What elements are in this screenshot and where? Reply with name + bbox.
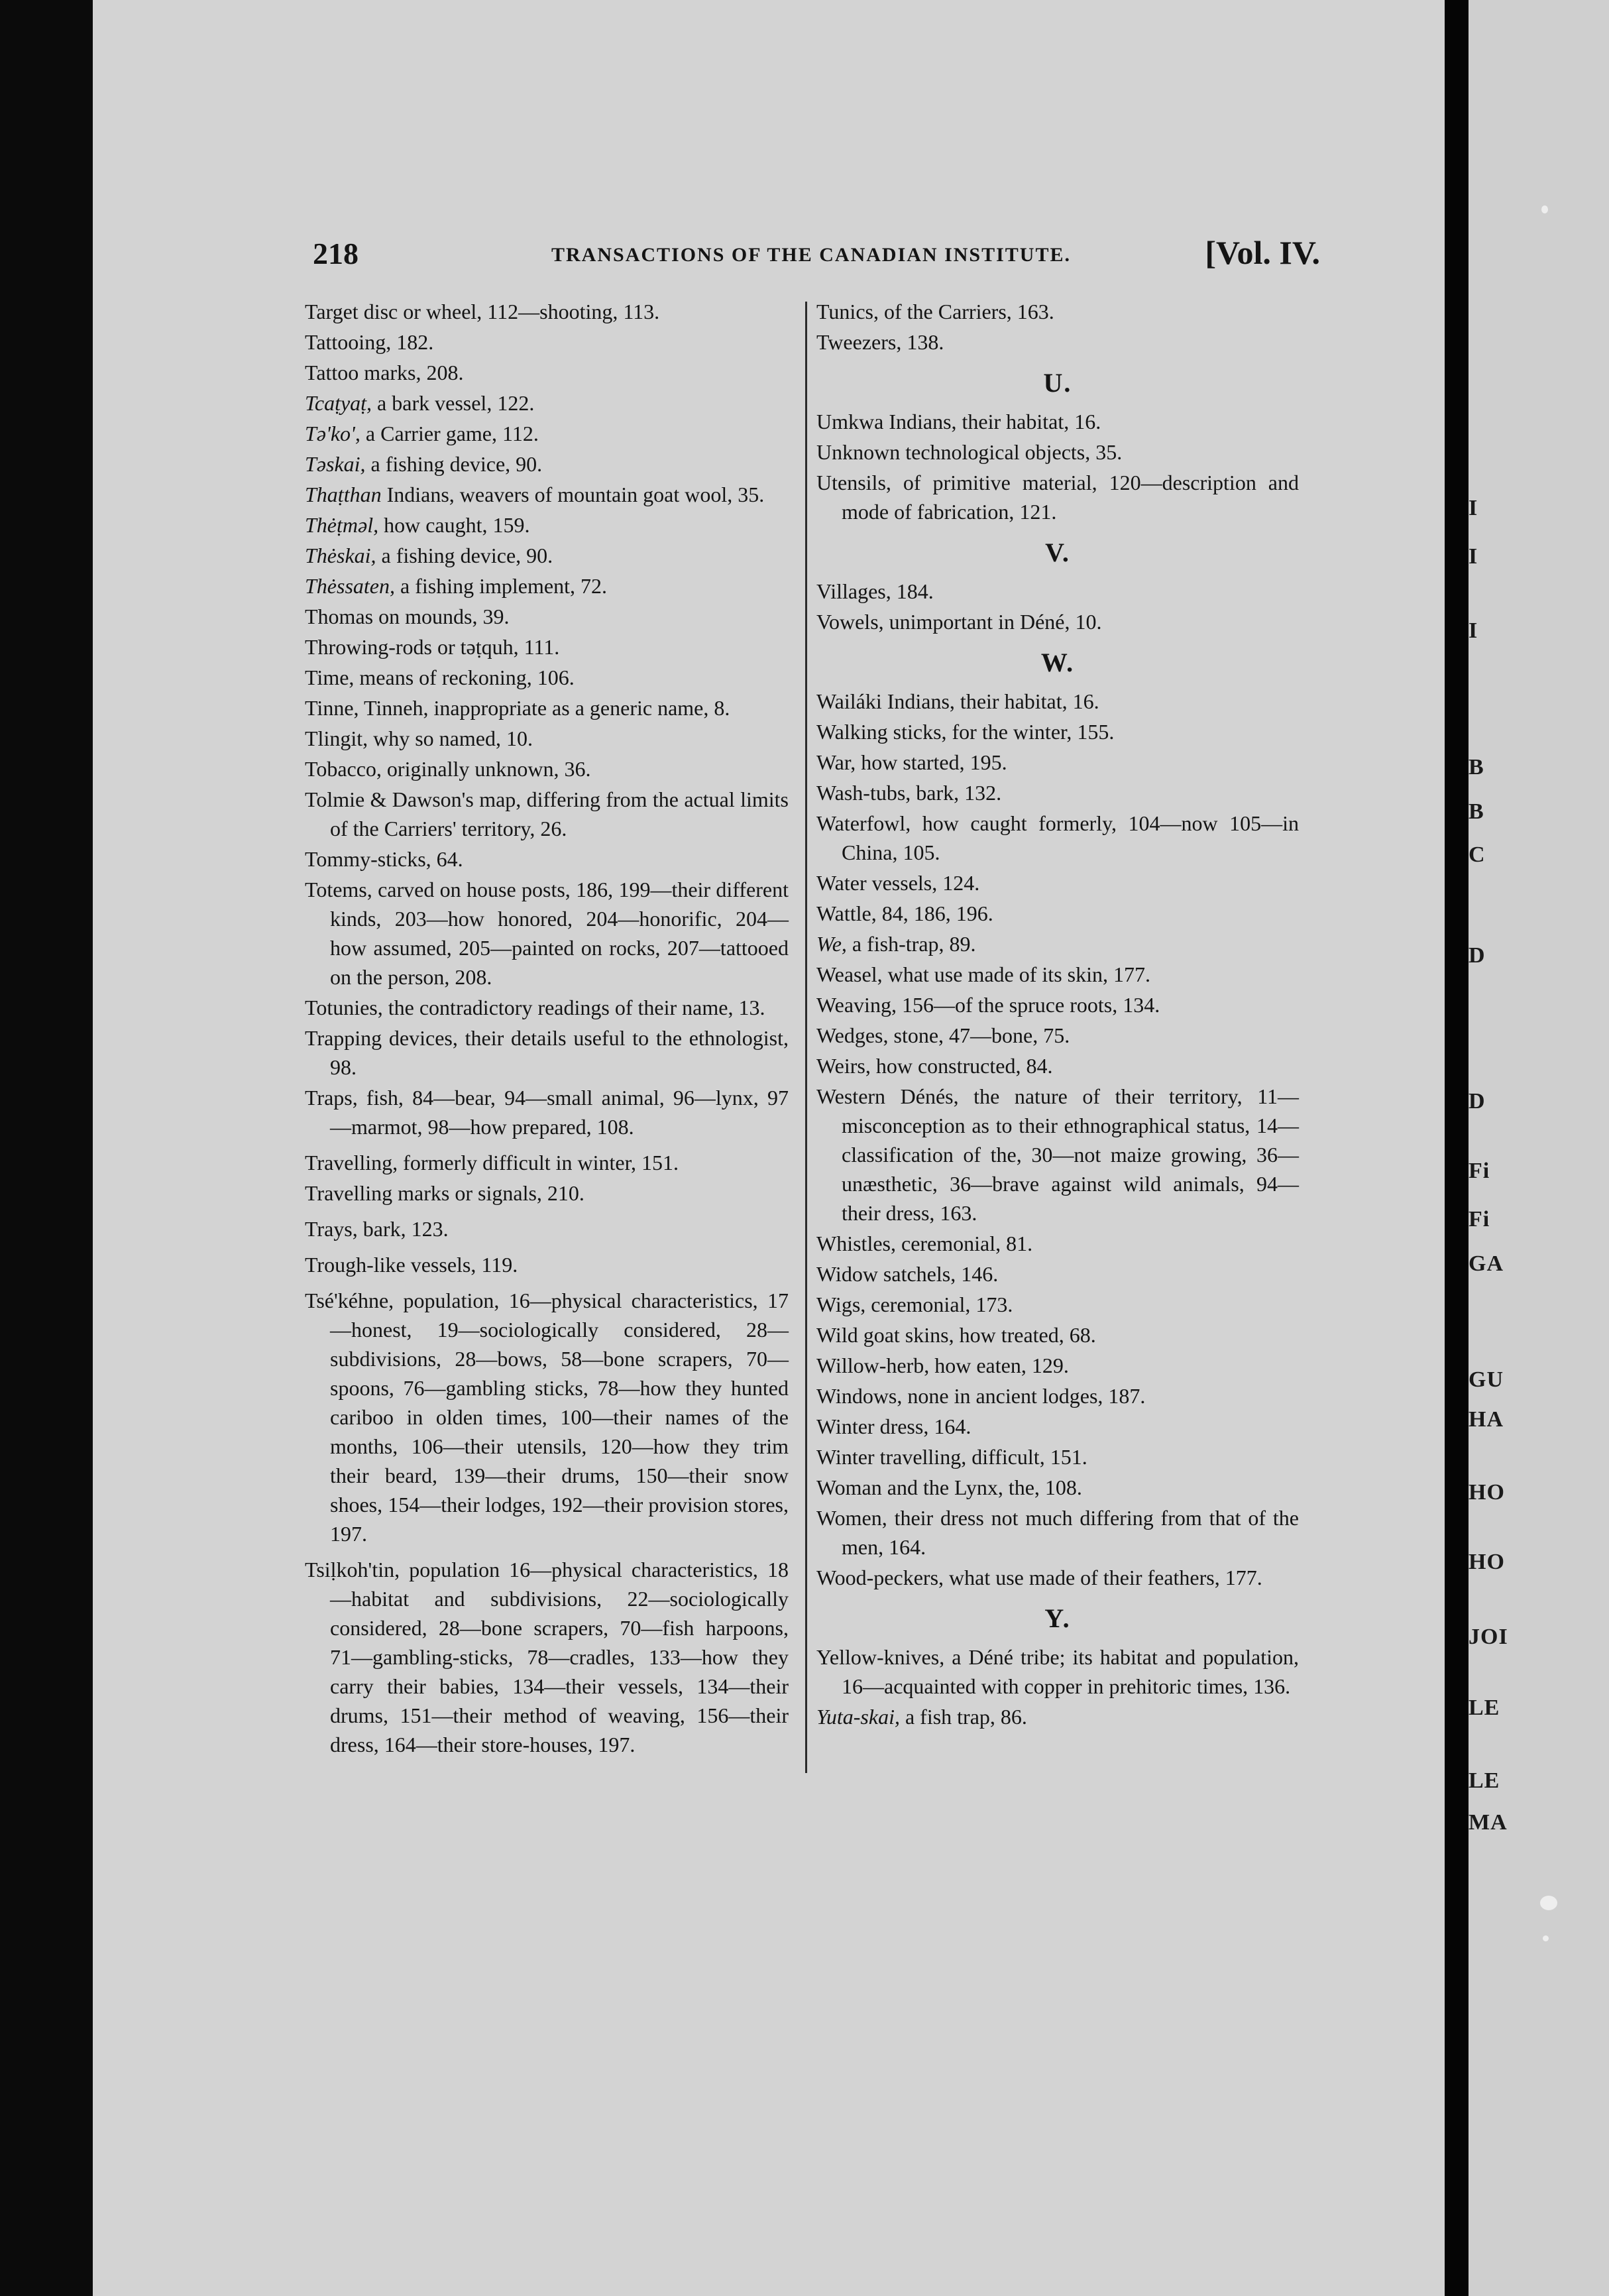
index-entry-text: Walking sticks, for the winter, 155. <box>816 720 1115 744</box>
index-entry <box>816 1702 1299 1731</box>
page-number: 218 <box>313 237 359 270</box>
index-entry-text: Wood-peckers, what use made of their feathers, 177. <box>816 1566 1262 1589</box>
scan-speck <box>1541 205 1548 213</box>
index-entry-text: Waterfowl, how caught formerly, 104—now 105—in China, 105. <box>816 811 1299 864</box>
index-entry-text: Villages, 184. <box>816 579 934 603</box>
index-entry <box>816 748 1299 777</box>
index-entry <box>305 1148 789 1177</box>
index-entry <box>816 297 1299 326</box>
index-entry-text: Traps, fish, 84—bear, 94—small animal, 96—lynx, 97—marmot, 98—how prepared, 108. <box>305 1086 789 1139</box>
index-entry <box>305 297 789 326</box>
index-entry-text: Yellow-knives, a Déné tribe; its habitat and population, 16—acquainted with copper in prehitoric times, 136. <box>816 1645 1299 1698</box>
index-entry-term: Thėṭməl, <box>305 513 379 537</box>
index-entry <box>305 1214 789 1243</box>
index-entry-text: Totems, carved on house posts, 186, 199—their different kinds, 203—how honored, 204—honorific, 204—how assumed, 205—painted on rocks, 207—tattooed on the person, 208. <box>305 878 789 989</box>
index-entry-text: Trapping devices, their details useful to the ethnologist, 98. <box>305 1026 789 1079</box>
index-entry <box>305 571 789 601</box>
adjacent-page-fragment: GA <box>1469 1251 1504 1276</box>
index-entry-text: Vowels, unimportant in Déné, 10. <box>816 610 1102 634</box>
index-entry <box>305 449 789 479</box>
adjacent-page-fragment: I <box>1469 618 1478 643</box>
index-entry-text: Umkwa Indians, their habitat, 16. <box>816 410 1101 433</box>
adjacent-page-fragment: B <box>1469 799 1484 824</box>
index-entry <box>305 358 789 387</box>
index-entry-text: Travelling, formerly difficult in winter, 151. <box>305 1151 679 1175</box>
index-entry-text: a fishing device, 90. <box>376 544 553 567</box>
index-entry <box>305 388 789 418</box>
index-entry-text: Thomas on mounds, 39. <box>305 604 510 628</box>
index-entry-text: Tinne, Tinneh, inappropriate as a generic name, 8. <box>305 696 730 720</box>
adjacent-page-fragment: B <box>1469 755 1484 779</box>
index-entry <box>305 1555 789 1759</box>
index-entry-text: Wedges, stone, 47—bone, 75. <box>816 1023 1070 1047</box>
adjacent-page-fragment: I <box>1469 496 1478 520</box>
index-entry <box>816 717 1299 746</box>
index-entry-text: a fishing device, 90. <box>365 452 543 476</box>
index-entry-text: Wattle, 84, 186, 196. <box>816 901 993 925</box>
index-entry-text: Weasel, what use made of its skin, 177. <box>816 962 1150 986</box>
section-letter-y: Y. <box>1044 1603 1071 1633</box>
adjacent-page-fragment: GU <box>1469 1367 1504 1392</box>
scan-speck <box>1540 1896 1557 1910</box>
index-entry <box>816 1503 1299 1562</box>
index-entry-text: Tommy-sticks, 64. <box>305 847 463 871</box>
adjacent-page-fragment: D <box>1469 943 1486 968</box>
adjacent-page-fragment: MA <box>1469 1810 1508 1835</box>
index-entry <box>305 1250 789 1279</box>
index-entry <box>816 899 1299 928</box>
index-entry-text: Travelling marks or signals, 210. <box>305 1181 584 1205</box>
index-entry <box>305 993 789 1022</box>
index-entry-text: Tolmie & Dawson's map, differing from the actual limits of the Carriers' territory, 26. <box>305 787 789 840</box>
index-entry <box>816 1290 1299 1319</box>
running-header <box>313 232 1320 278</box>
index-entry-text: Wash-tubs, bark, 132. <box>816 781 1002 805</box>
index-column-right <box>816 297 1299 1733</box>
index-entry-text: a fish-trap, 89. <box>846 932 976 956</box>
index-entry-text: Tattoo marks, 208. <box>305 361 464 384</box>
book-gutter <box>1445 0 1469 2296</box>
index-entry-text: Winter dress, 164. <box>816 1414 971 1438</box>
index-entry <box>305 602 789 631</box>
adjacent-page-fragment: C <box>1469 842 1486 867</box>
index-entry-text: a fishing implement, 72. <box>395 574 607 598</box>
index-entry <box>816 468 1299 526</box>
index-entry <box>816 687 1299 716</box>
section-letter-v: V. <box>1045 538 1070 567</box>
index-entry-text: Unknown technological objects, 35. <box>816 440 1123 464</box>
section-letter-w: W. <box>1040 648 1075 677</box>
index-entry <box>816 960 1299 989</box>
entries-v <box>816 577 1299 636</box>
index-entry-text: a fish trap, 86. <box>899 1705 1027 1729</box>
index-entry <box>816 1442 1299 1471</box>
index-entry <box>816 577 1299 606</box>
index-entry <box>816 1563 1299 1592</box>
entries-y <box>816 1642 1299 1731</box>
index-entry-text: Weirs, how constructed, 84. <box>816 1054 1053 1078</box>
index-entry-term: Yuta-skai, <box>816 1705 900 1729</box>
running-title: TRANSACTIONS OF THE CANADIAN INSTITUTE. <box>551 244 1071 266</box>
index-entry <box>305 1083 789 1141</box>
index-entry <box>305 480 789 509</box>
index-entry-term: Thėssaten, <box>305 574 395 598</box>
index-entry-text: Western Dénés, the nature of their territory, 11—misconception as to their ethnographical status, 14—classification of the, 30—not maize growing, 36—unæsthetic, 36—brave against wild animals, 94—their dress, 163. <box>816 1084 1299 1225</box>
index-entry <box>305 754 789 783</box>
index-column-left <box>305 297 789 1760</box>
index-entry-text: Wailáki Indians, their habitat, 16. <box>816 689 1099 713</box>
index-entry-term: Thaṭthan <box>305 483 382 506</box>
index-entry <box>305 510 789 540</box>
adjacent-page-fragment: HO <box>1469 1550 1505 1574</box>
index-entry <box>816 809 1299 867</box>
column-divider <box>805 302 807 1773</box>
adjacent-page-fragment: LE <box>1469 1768 1500 1793</box>
adjacent-page-fragment: HO <box>1469 1480 1505 1505</box>
index-entry-text: Target disc or wheel, 112—shooting, 113. <box>305 300 660 323</box>
index-entry <box>816 1021 1299 1050</box>
index-entry-term: We, <box>816 932 847 956</box>
adjacent-page-fragment: Fi <box>1469 1159 1490 1183</box>
index-entry <box>816 437 1299 467</box>
index-entry-text: Windows, none in ancient lodges, 187. <box>816 1384 1146 1408</box>
index-entry-text: a Carrier game, 112. <box>360 422 539 445</box>
index-entry-text: Weaving, 156—of the spruce roots, 134. <box>816 993 1160 1017</box>
index-entry-text: Widow satchels, 146. <box>816 1262 999 1286</box>
adjacent-page-fragment: Fi <box>1469 1207 1490 1232</box>
index-entry-term: Tə'ko', <box>305 422 361 445</box>
entries-t-continued <box>816 297 1299 357</box>
index-entry-text: Tsé'kéhne, population, 16—physical characteristics, 17—honest, 19—sociologically considered, 28—subdivisions, 28—bows, 58—bone scrapers, 70—spoons, 76—gambling sticks, 78—how they hunted cariboo in olden times, 100—their names of the months, 106—their utensils, 120—how they trim their beard, 139—their drums, 150—their snow shoes, 154—their lodges, 192—their provision stores, 197. <box>305 1289 789 1546</box>
index-entry <box>816 1473 1299 1502</box>
index-entry-text: Wild goat skins, how treated, 68. <box>816 1323 1096 1347</box>
index-entry <box>305 327 789 357</box>
index-entry-text: Indians, weavers of mountain goat wool, 35. <box>381 483 765 506</box>
index-entry <box>816 990 1299 1019</box>
index-entry <box>305 541 789 570</box>
index-entry <box>816 929 1299 958</box>
index-entry-text: War, how started, 195. <box>816 750 1007 774</box>
index-entry-text: Throwing-rods or təṭquh, 111. <box>305 635 560 659</box>
index-entry <box>816 1320 1299 1349</box>
index-entry <box>816 1351 1299 1380</box>
adjacent-page-fragment: D <box>1469 1089 1486 1114</box>
index-entry-text: Time, means of reckoning, 106. <box>305 665 575 689</box>
index-entry <box>816 327 1299 357</box>
scan-speck <box>1543 1935 1549 1941</box>
index-entry <box>305 875 789 992</box>
volume-label: [Vol. IV. <box>1205 234 1320 271</box>
index-entry-text: Tlingit, why so named, 10. <box>305 726 533 750</box>
index-entry-text: Women, their dress not much differing from that of the men, 164. <box>816 1506 1299 1559</box>
index-entry-text: Tsiḷkoh'tin, population 16—physical characteristics, 18—habitat and subdivisions, 22—sociologically considered, 28—bone scrapers, 70—fish harpoons, 71—gambling-sticks, 78—cradles, 133—how they carry their babies, 134—their vessels, 134—their drums, 151—their method of weaving, 156—their dress, 164—their store-houses, 197. <box>305 1558 789 1756</box>
section-letter-u: U. <box>1043 368 1072 398</box>
index-entry-text: Tobacco, originally unknown, 36. <box>305 757 591 781</box>
index-entry <box>816 868 1299 897</box>
index-entry-text: how caught, 159. <box>378 513 530 537</box>
index-entry-text: Trays, bark, 123. <box>305 1217 449 1241</box>
index-entry <box>305 663 789 692</box>
index-entry <box>305 844 789 874</box>
index-entry <box>816 1259 1299 1289</box>
index-entry-text: Trough-like vessels, 119. <box>305 1253 518 1277</box>
index-entry <box>305 1286 789 1548</box>
index-entry <box>305 724 789 753</box>
index-entry-text: Wigs, ceremonial, 173. <box>816 1292 1013 1316</box>
index-entry <box>816 1051 1299 1080</box>
index-entry-text: Whistles, ceremonial, 81. <box>816 1232 1033 1255</box>
index-entry-text: Winter travelling, difficult, 151. <box>816 1445 1087 1469</box>
index-entry <box>816 407 1299 436</box>
index-entry-term: Tcaṭyaṭ, <box>305 391 372 415</box>
index-entry-text: Water vessels, 124. <box>816 871 980 895</box>
index-entry <box>816 1082 1299 1228</box>
index-entry <box>305 419 789 448</box>
index-entry-text: Tweezers, 138. <box>816 330 944 354</box>
index-entry-text: Utensils, of primitive material, 120—description and mode of fabrication, 121. <box>816 471 1299 524</box>
adjacent-page-fragment: I <box>1469 544 1478 569</box>
entries-w <box>816 687 1299 1592</box>
adjacent-page-fragment: HA <box>1469 1407 1504 1432</box>
index-entry-text: a bark vessel, 122. <box>372 391 535 415</box>
index-entry-text: Totunies, the contradictory readings of their name, 13. <box>305 996 765 1019</box>
adjacent-page-edge <box>1469 0 1609 2296</box>
index-entry-text: Tunics, of the Carriers, 163. <box>816 300 1054 323</box>
index-entry <box>305 785 789 843</box>
index-entry-text: Woman and the Lynx, the, 108. <box>816 1475 1082 1499</box>
index-entry-text: Willow-herb, how eaten, 129. <box>816 1353 1069 1377</box>
index-entry-term: Thėskai, <box>305 544 376 567</box>
index-entry <box>305 632 789 661</box>
index-entry <box>816 1381 1299 1410</box>
index-entry <box>305 1023 789 1082</box>
index-entry <box>816 1642 1299 1701</box>
index-entry-text: Tattooing, 182. <box>305 330 434 354</box>
index-entry <box>816 1229 1299 1258</box>
index-entry <box>816 607 1299 636</box>
index-entry <box>305 1178 789 1208</box>
index-entry <box>816 1412 1299 1441</box>
index-entry <box>816 778 1299 807</box>
index-entry <box>305 693 789 722</box>
index-entry-term: Təskai, <box>305 452 366 476</box>
entries-u <box>816 407 1299 526</box>
adjacent-page-fragment: JOI <box>1469 1625 1508 1649</box>
adjacent-page-fragment: LE <box>1469 1695 1500 1720</box>
